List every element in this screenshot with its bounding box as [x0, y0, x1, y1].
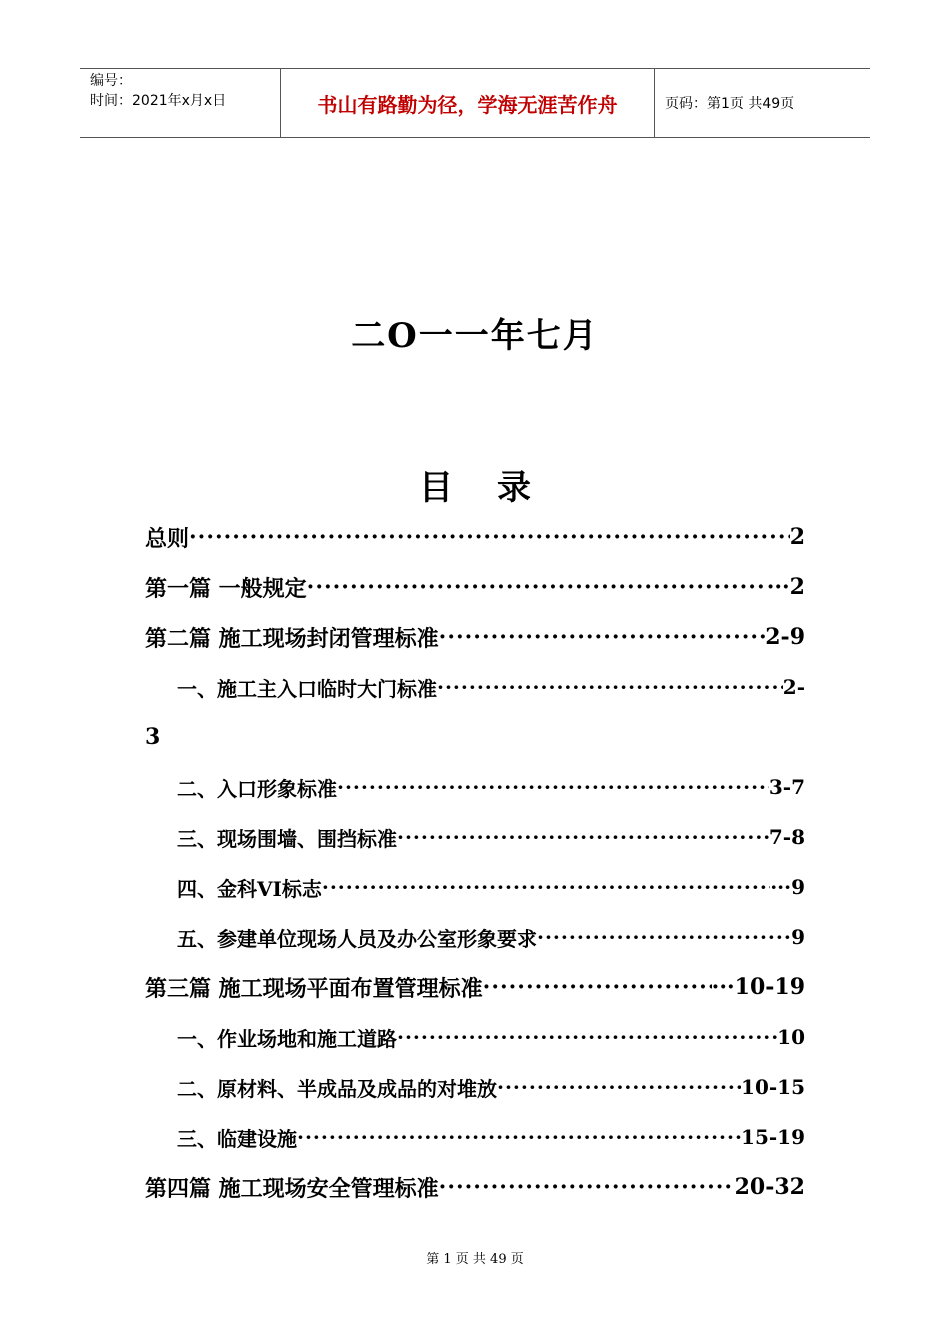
toc-label: 二、原材料、半成品及成品的对堆放 [177, 1076, 497, 1101]
number-label: 编号： [90, 73, 132, 89]
toc-leader [439, 624, 766, 650]
toc-leader [397, 825, 769, 849]
toc-label: 二、入口形象标准 [177, 776, 337, 801]
toc-page: 9 [791, 925, 805, 949]
toc-leader [297, 1125, 741, 1149]
toc-page: 10-15 [741, 1075, 805, 1099]
toc-label: 3 [145, 724, 161, 750]
toc-row-part2-1[interactable] [145, 662, 805, 712]
toc-leader [322, 875, 770, 899]
toc-page: ···10-19 [711, 974, 805, 1000]
toc-label: 四、金科VI标志 [177, 876, 322, 901]
toc-row-continuation [145, 712, 805, 762]
toc-page: 3-7 [768, 775, 805, 799]
toc-row-part2-2[interactable] [145, 762, 805, 812]
toc-page: 15-19 [741, 1125, 805, 1149]
toc-page: ···2 [766, 574, 805, 600]
toc-label: 一、施工主入口临时大门标准 [177, 676, 437, 701]
toc-label: 三、现场围墙、围挡标准 [177, 826, 397, 851]
toc-leader [337, 775, 769, 799]
toc-leader [189, 524, 790, 550]
toc-row-general[interactable] [145, 512, 805, 562]
toc-row-part2-4[interactable] [145, 862, 805, 912]
date-title: 二O一一年七月 [351, 316, 599, 356]
toc-leader [483, 974, 712, 1000]
toc-leader [437, 675, 783, 699]
toc-page: 20-32 [734, 1174, 805, 1200]
toc-leader [439, 1174, 735, 1200]
toc-label: 第二篇 施工现场封闭管理标准 [145, 625, 439, 652]
toc-label: 一、作业场地和施工道路 [177, 1026, 397, 1051]
toc-row-part3-1[interactable] [145, 1012, 805, 1062]
toc-row-part2-3[interactable] [145, 812, 805, 862]
toc-title-left: 目 [419, 468, 453, 508]
page-header [80, 68, 870, 138]
toc-label: 五、参建单位现场人员及办公室形象要求 [177, 926, 537, 951]
toc-row-part2-5[interactable] [145, 912, 805, 962]
header-motto: 书山有路勤为径，学海无涯苦作舟 [281, 69, 655, 137]
page-footer: 第 1 页 共 49 页 [426, 1252, 524, 1267]
toc-page: 2- [782, 675, 805, 699]
toc-row-part4[interactable] [145, 1162, 805, 1212]
header-page-info: 页码：第1页 共49页 [665, 96, 795, 112]
toc-leader [537, 925, 791, 949]
time-label: 时间：2021年x月x日 [90, 93, 227, 109]
toc-page: 7-8 [768, 825, 805, 849]
toc-row-part3-2[interactable] [145, 1062, 805, 1112]
table-of-contents [145, 512, 805, 1212]
toc-leader [397, 1025, 777, 1049]
toc-row-part3-3[interactable] [145, 1112, 805, 1162]
toc-label: 第三篇 施工现场平面布置管理标准 [145, 975, 483, 1002]
toc-row-part2[interactable] [145, 612, 805, 662]
toc-row-part1[interactable] [145, 562, 805, 612]
toc-leader [497, 1075, 741, 1099]
header-meta [80, 69, 281, 137]
toc-title-right: 录 [497, 468, 531, 508]
toc-label: 第四篇 施工现场安全管理标准 [145, 1175, 439, 1202]
toc-label: 总则 [145, 525, 190, 552]
toc-page: 2-9 [765, 624, 805, 650]
toc-row-part3[interactable] [145, 962, 805, 1012]
toc-page: 10 [777, 1025, 805, 1049]
toc-title [0, 460, 950, 509]
toc-page: 2 [789, 524, 805, 550]
toc-label: 第一篇 一般规定 [145, 575, 307, 602]
toc-page: ···9 [770, 875, 805, 899]
toc-leader [307, 574, 767, 600]
toc-label: 三、临建设施 [177, 1126, 297, 1151]
